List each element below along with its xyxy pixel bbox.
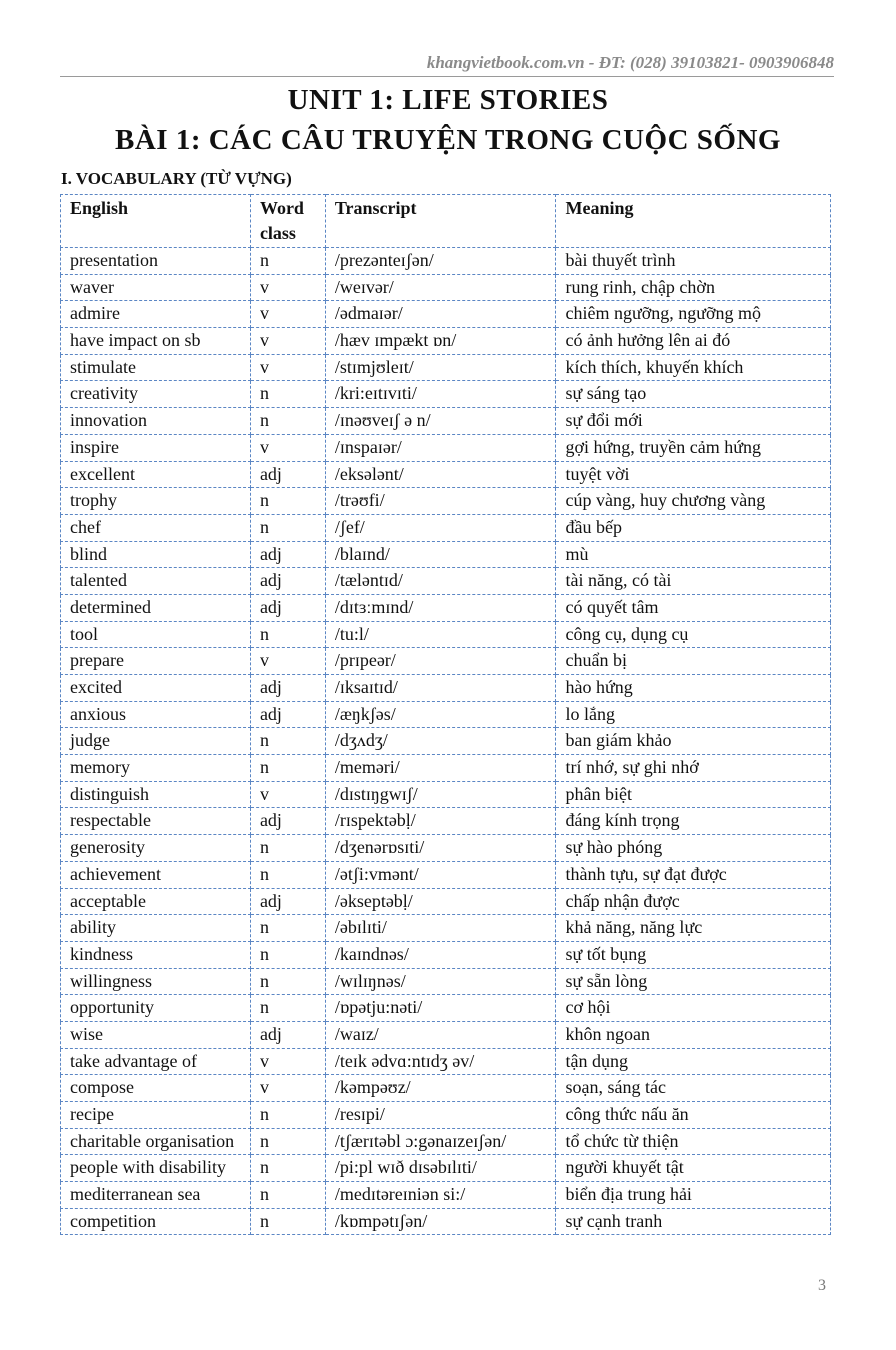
cell-meaning: đáng kính trọng: [556, 808, 831, 835]
cell-meaning: thành tựu, sự đạt được: [556, 861, 831, 888]
cell-meaning: cúp vàng, huy chương vàng: [556, 488, 831, 515]
cell-transcript: /prɪpeər/: [325, 648, 556, 675]
table-row: [61, 541, 831, 568]
header-divider: [60, 76, 834, 77]
cell-english: waver: [61, 274, 251, 301]
cell-english: memory: [61, 755, 251, 782]
cell-english: opportunity: [61, 995, 251, 1022]
cell-word-class: n: [250, 408, 325, 435]
cell-transcript: /medɪtəreɪniən si:/: [325, 1182, 556, 1209]
cell-word-class: adj: [250, 541, 325, 568]
cell-transcript: /prezənteɪʃən/: [325, 248, 556, 275]
cell-meaning: rung rinh, chập chờn: [556, 274, 831, 301]
cell-meaning: ban giám khảo: [556, 728, 831, 755]
cell-transcript: /blaɪnd/: [325, 541, 556, 568]
cell-transcript: /pi:pl wɪð dɪsəbɪlɪti/: [325, 1155, 556, 1182]
cell-meaning: chiêm ngưỡng, ngưỡng mộ: [556, 301, 831, 328]
cell-transcript: /əkseptəbḷ/: [325, 888, 556, 915]
cell-english: judge: [61, 728, 251, 755]
cell-english: creativity: [61, 381, 251, 408]
cell-meaning: tài năng, có tài: [556, 568, 831, 595]
unit-title: UNIT 1: LIFE STORIES: [287, 84, 609, 116]
cell-english: willingness: [61, 968, 251, 995]
cell-word-class: adj: [250, 568, 325, 595]
cell-english: talented: [61, 568, 251, 595]
table-row: [61, 701, 831, 728]
cell-english: chef: [61, 514, 251, 541]
cell-english: have impact on sb: [61, 328, 251, 355]
cell-transcript: /ɪksaɪtɪd/: [325, 675, 556, 702]
table-row: [61, 1075, 831, 1102]
cell-english: kindness: [61, 941, 251, 968]
cell-transcript: /stɪmjʊleɪt/: [325, 354, 556, 381]
table-row: [61, 301, 831, 328]
cell-transcript: /ɪnspaɪər/: [325, 434, 556, 461]
table-row: [61, 1021, 831, 1048]
cell-word-class: v: [250, 781, 325, 808]
cell-word-class: n: [250, 861, 325, 888]
cell-transcript: /kaɪndnəs/: [325, 941, 556, 968]
cell-transcript: /tæləntɪd/: [325, 568, 556, 595]
table-row: [61, 488, 831, 515]
table-row: [61, 781, 831, 808]
table-row: [61, 808, 831, 835]
table-row: [61, 648, 831, 675]
cell-word-class: adj: [250, 808, 325, 835]
cell-word-class: adj: [250, 701, 325, 728]
cell-english: generosity: [61, 835, 251, 862]
cell-meaning: công cụ, dụng cụ: [556, 621, 831, 648]
cell-english: people with disability: [61, 1155, 251, 1182]
cell-english: blind: [61, 541, 251, 568]
cell-transcript: /ʃef/: [325, 514, 556, 541]
table-row: [61, 755, 831, 782]
cell-word-class: n: [250, 995, 325, 1022]
cell-word-class: n: [250, 915, 325, 942]
cell-meaning: sự cạnh tranh: [556, 1208, 831, 1235]
table-row: [61, 835, 831, 862]
table-row: [61, 995, 831, 1022]
cell-word-class: n: [250, 941, 325, 968]
cell-transcript: /æŋkʃəs/: [325, 701, 556, 728]
table-row: [61, 1182, 831, 1209]
cell-meaning: chuẩn bị: [556, 648, 831, 675]
cell-meaning: sự hào phóng: [556, 835, 831, 862]
cell-meaning: sự sẵn lòng: [556, 968, 831, 995]
cell-word-class: n: [250, 621, 325, 648]
cell-transcript: /dʒenərɒsɪti/: [325, 835, 556, 862]
cell-english: mediterranean sea: [61, 1182, 251, 1209]
cell-transcript: /waɪz/: [325, 1021, 556, 1048]
cell-english: ability: [61, 915, 251, 942]
table-row: [61, 594, 831, 621]
table-row: [61, 328, 831, 355]
cell-english: distinguish: [61, 781, 251, 808]
cell-meaning: lo lắng: [556, 701, 831, 728]
cell-english: excited: [61, 675, 251, 702]
cell-transcript: /kəmpəʊz/: [325, 1075, 556, 1102]
cell-transcript: /rɪspektəbḷ/: [325, 808, 556, 835]
cell-transcript: /resɪpi/: [325, 1102, 556, 1129]
cell-meaning: cơ hội: [556, 995, 831, 1022]
cell-word-class: adj: [250, 594, 325, 621]
cell-word-class: v: [250, 354, 325, 381]
cell-word-class: n: [250, 755, 325, 782]
table-row: [61, 514, 831, 541]
cell-english: inspire: [61, 434, 251, 461]
cell-meaning: phân biệt: [556, 781, 831, 808]
cell-meaning: tuyệt vời: [556, 461, 831, 488]
table-row: [61, 1048, 831, 1075]
cell-english: competition: [61, 1208, 251, 1235]
cell-word-class: v: [250, 434, 325, 461]
table-row: [61, 728, 831, 755]
cell-word-class: v: [250, 328, 325, 355]
cell-transcript: /dʒʌdʒ/: [325, 728, 556, 755]
cell-word-class: n: [250, 728, 325, 755]
table-row: [61, 675, 831, 702]
table-row: [61, 621, 831, 648]
table-header-row: [61, 195, 831, 248]
cell-meaning: sự đổi mới: [556, 408, 831, 435]
cell-transcript: /weɪvər/: [325, 274, 556, 301]
cell-english: prepare: [61, 648, 251, 675]
cell-english: admire: [61, 301, 251, 328]
cell-word-class: adj: [250, 888, 325, 915]
cell-transcript: /teɪk ədvɑ:ntɪdʒ əv/: [325, 1048, 556, 1075]
cell-transcript: /tu:l/: [325, 621, 556, 648]
table-row: [61, 354, 831, 381]
cell-meaning: bài thuyết trình: [556, 248, 831, 275]
cell-english: achievement: [61, 861, 251, 888]
cell-meaning: trí nhớ, sự ghi nhớ: [556, 755, 831, 782]
cell-transcript: /wɪlɪŋnəs/: [325, 968, 556, 995]
cell-english: excellent: [61, 461, 251, 488]
cell-transcript: /tʃærɪtəbl ɔ:gənaɪzeɪʃən/: [325, 1128, 556, 1155]
cell-transcript: /dɪtɜːmɪnd/: [325, 594, 556, 621]
cell-meaning: tổ chức từ thiện: [556, 1128, 831, 1155]
table-row: [61, 381, 831, 408]
section-heading: I. VOCABULARY (TỪ VỰNG): [61, 169, 292, 188]
vocabulary-table: [60, 194, 831, 1235]
cell-english: trophy: [61, 488, 251, 515]
cell-meaning: chấp nhận được: [556, 888, 831, 915]
cell-meaning: khả năng, năng lực: [556, 915, 831, 942]
cell-word-class: n: [250, 248, 325, 275]
table-row: [61, 568, 831, 595]
cell-meaning: biển địa trung hải: [556, 1182, 831, 1209]
table-row: [61, 968, 831, 995]
cell-meaning: sự sáng tạo: [556, 381, 831, 408]
column-header-word-class: Word class: [250, 195, 325, 248]
cell-transcript: /ədmaɪər/: [325, 301, 556, 328]
table-row: [61, 408, 831, 435]
cell-word-class: v: [250, 301, 325, 328]
cell-english: acceptable: [61, 888, 251, 915]
cell-word-class: v: [250, 1048, 325, 1075]
cell-meaning: gợi hứng, truyền cảm hứng: [556, 434, 831, 461]
cell-transcript: /ɒpətju:nəti/: [325, 995, 556, 1022]
lesson-title: BÀI 1: CÁC CÂU TRUYỆN TRONG CUỘC SỐNG: [115, 124, 781, 156]
cell-english: tool: [61, 621, 251, 648]
cell-english: take advantage of: [61, 1048, 251, 1075]
table-row: [61, 1208, 831, 1235]
cell-transcript: /meməri/: [325, 755, 556, 782]
cell-word-class: v: [250, 1075, 325, 1102]
cell-meaning: công thức nấu ăn: [556, 1102, 831, 1129]
cell-english: wise: [61, 1021, 251, 1048]
cell-word-class: n: [250, 835, 325, 862]
column-header-transcript: Transcript: [325, 195, 556, 248]
cell-transcript: /dɪstɪŋgwɪʃ/: [325, 781, 556, 808]
cell-english: stimulate: [61, 354, 251, 381]
cell-word-class: n: [250, 1102, 325, 1129]
cell-english: compose: [61, 1075, 251, 1102]
cell-word-class: adj: [250, 1021, 325, 1048]
cell-word-class: n: [250, 968, 325, 995]
table-row: [61, 1102, 831, 1129]
cell-meaning: sự tốt bụng: [556, 941, 831, 968]
table-row: [61, 248, 831, 275]
table-row: [61, 1155, 831, 1182]
cell-english: innovation: [61, 408, 251, 435]
column-header-english: English: [61, 195, 251, 248]
cell-transcript: /eksələnt/: [325, 461, 556, 488]
page-number: 3: [818, 1277, 826, 1294]
cell-word-class: n: [250, 1128, 325, 1155]
cell-meaning: đầu bếp: [556, 514, 831, 541]
table-row: [61, 274, 831, 301]
cell-word-class: n: [250, 514, 325, 541]
cell-transcript: /ɪnəʊveɪʃ ə n/: [325, 408, 556, 435]
column-header-meaning: Meaning: [556, 195, 831, 248]
cell-word-class: adj: [250, 461, 325, 488]
cell-meaning: khôn ngoan: [556, 1021, 831, 1048]
cell-meaning: tận dụng: [556, 1048, 831, 1075]
cell-word-class: adj: [250, 675, 325, 702]
cell-meaning: mù: [556, 541, 831, 568]
header-source-line: khangvietbook.com.vn - ĐT: (028) 39103821- 0903906848: [426, 53, 834, 72]
cell-meaning: người khuyết tật: [556, 1155, 831, 1182]
cell-english: presentation: [61, 248, 251, 275]
cell-english: determined: [61, 594, 251, 621]
cell-english: anxious: [61, 701, 251, 728]
table-row: [61, 941, 831, 968]
cell-english: respectable: [61, 808, 251, 835]
cell-meaning: có ảnh hưởng lên ai đó: [556, 328, 831, 355]
table-row: [61, 915, 831, 942]
cell-transcript: /hæv ɪmpækt ɒn/: [325, 328, 556, 355]
cell-word-class: n: [250, 488, 325, 515]
vocabulary-table-body: [61, 248, 831, 1235]
cell-word-class: v: [250, 648, 325, 675]
cell-transcript: /trəʊfi/: [325, 488, 556, 515]
cell-word-class: v: [250, 274, 325, 301]
cell-meaning: có quyết tâm: [556, 594, 831, 621]
cell-transcript: /kɒmpətɪʃən/: [325, 1208, 556, 1235]
cell-meaning: soạn, sáng tác: [556, 1075, 831, 1102]
table-row: [61, 1128, 831, 1155]
cell-meaning: hào hứng: [556, 675, 831, 702]
cell-word-class: n: [250, 1208, 325, 1235]
cell-word-class: n: [250, 1182, 325, 1209]
cell-english: charitable organisation: [61, 1128, 251, 1155]
cell-transcript: /əbɪlɪti/: [325, 915, 556, 942]
cell-english: recipe: [61, 1102, 251, 1129]
cell-transcript: /kri:eɪtɪvɪti/: [325, 381, 556, 408]
cell-word-class: n: [250, 381, 325, 408]
table-row: [61, 434, 831, 461]
cell-meaning: kích thích, khuyến khích: [556, 354, 831, 381]
table-row: [61, 861, 831, 888]
cell-transcript: /ətʃi:vmənt/: [325, 861, 556, 888]
table-row: [61, 461, 831, 488]
cell-word-class: n: [250, 1155, 325, 1182]
table-row: [61, 888, 831, 915]
